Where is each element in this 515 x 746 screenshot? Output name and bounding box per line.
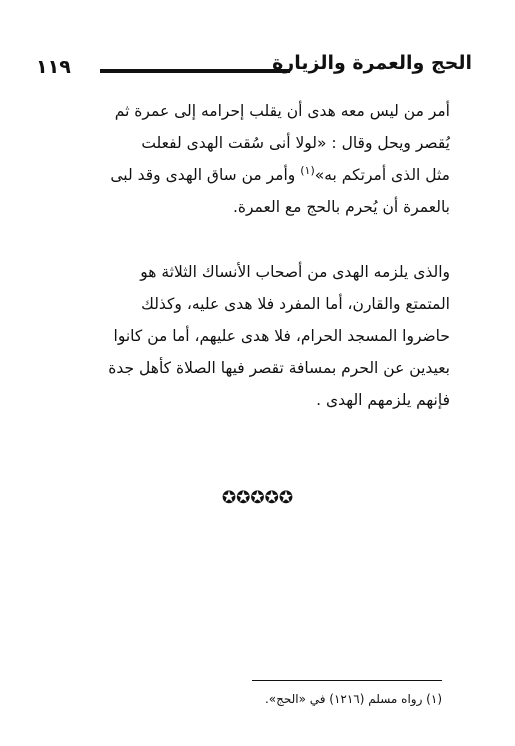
paragraph-2 bbox=[30, 256, 450, 416]
header-rule bbox=[100, 69, 290, 73]
paragraph-line: فإنهم يلزمهم الهدى . bbox=[316, 391, 450, 409]
book-title: الحج والعمرة والزيارة bbox=[272, 52, 472, 74]
paragraph-line: والذى يلزمه الهدى من أصحاب الأنساك الثلاثة هو bbox=[140, 263, 450, 281]
footnote-reference: (١) bbox=[300, 163, 315, 177]
paragraph-line: يُقصر ويحل وقال : «لولا أنى سُقت الهدى لفعلت bbox=[141, 134, 450, 152]
footnote-separator bbox=[252, 680, 442, 681]
paragraph-line: المتمتع والقارن، أما المفرد فلا هدى عليه، وكذلك bbox=[141, 295, 450, 313]
paragraph-line-part: مثل الذى أمرتكم به» bbox=[314, 166, 450, 184]
page-number: ١١٩ bbox=[36, 56, 71, 78]
paragraph-line-with-footnote bbox=[30, 159, 450, 191]
paragraph-line-part: وأمر من ساق الهدى وقد لبى bbox=[110, 166, 296, 184]
paragraph-line: أمر من ليس معه هدى أن يقلب إحرامه إلى عمرة ثم bbox=[114, 102, 450, 120]
paragraph-line: حاضروا المسجد الحرام، فلا هدى عليهم، أما من كانوا bbox=[113, 327, 450, 345]
page-header bbox=[36, 52, 472, 86]
section-ornament: ✪✪✪✪✪ bbox=[221, 488, 294, 508]
footnote: (١) رواه مسلم (١٢١٦) في «الحج». bbox=[264, 692, 442, 706]
paragraph-1 bbox=[30, 95, 450, 223]
paragraph-line: بالعمرة أن يُحرم بالحج مع العمرة. bbox=[232, 198, 450, 216]
paragraph-line: بعيدين عن الحرم بمسافة تقصر فيها الصلاة كأهل جدة bbox=[108, 359, 450, 377]
